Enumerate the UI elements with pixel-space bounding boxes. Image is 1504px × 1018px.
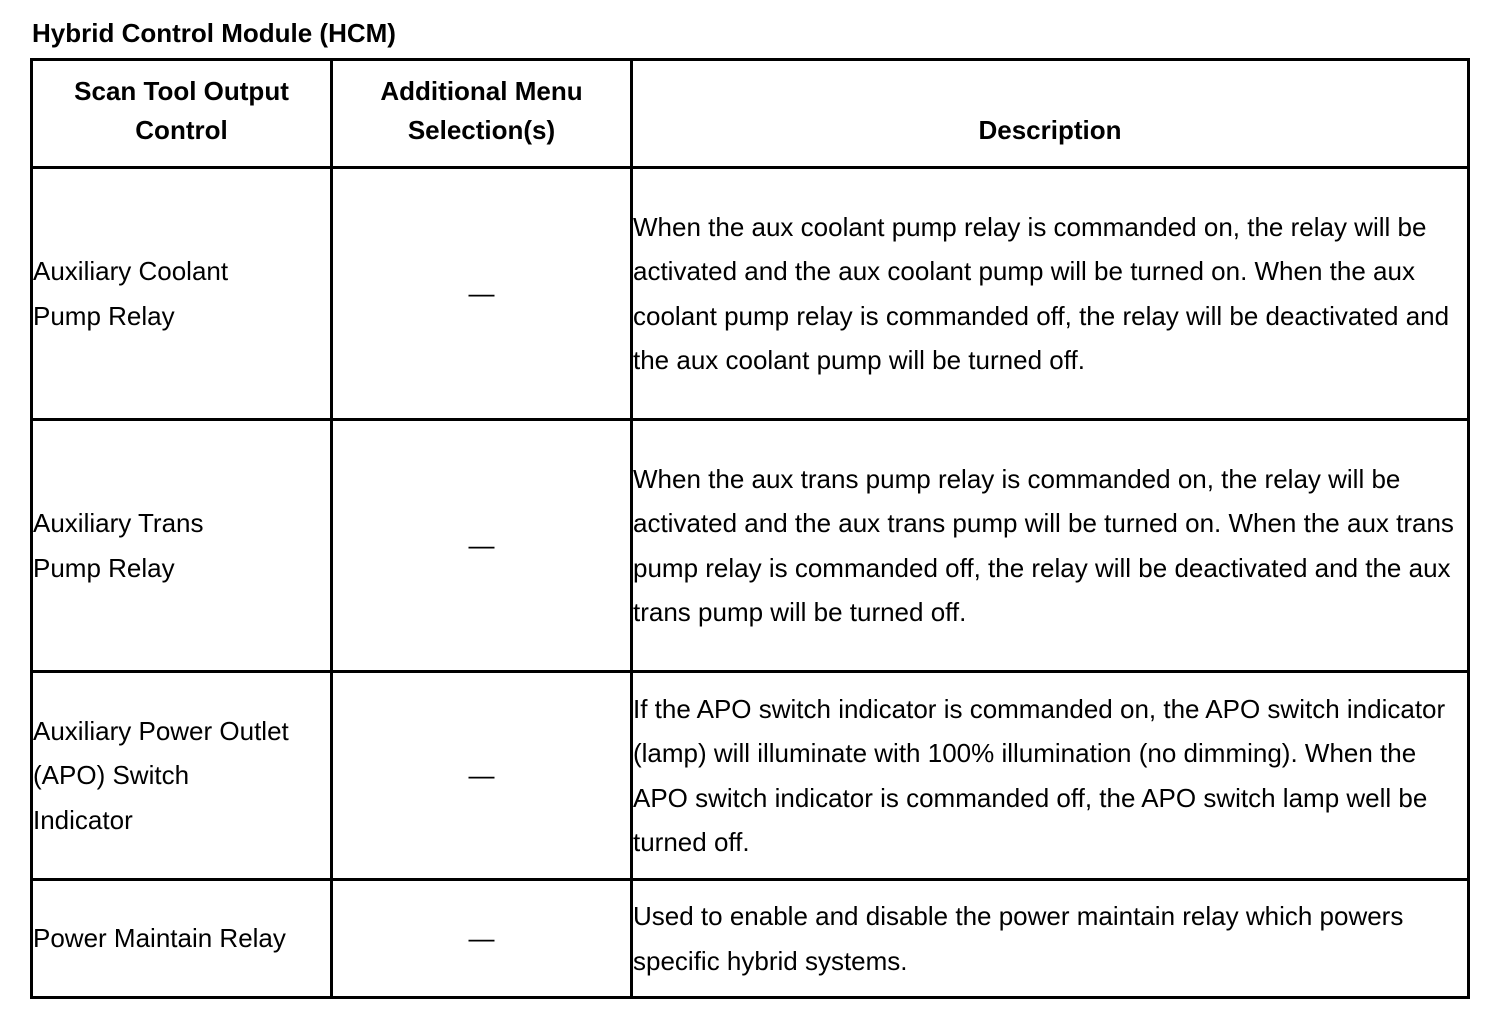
output-control-table [30,58,1470,999]
description-cell: If the APO switch indicator is commanded on, the APO switch indicator (lamp) will illuminate with 100% illumination (no dimming). When the APO switch indicator is commanded off, the APO switch lamp well be turned off. [632,672,1469,880]
control-cell: Power Maintain Relay [32,880,332,998]
menu-cell: — [332,880,632,998]
control-cell: Auxiliary Trans Pump Relay [32,420,332,672]
page-title: Hybrid Control Module (HCM) [32,18,396,48]
header-additional-menu-selections: Additional Menu Selection(s) [332,60,632,168]
table-row [32,420,1469,672]
table-row [32,880,1469,998]
control-cell: Auxiliary Coolant Pump Relay [32,168,332,420]
description-cell: When the aux coolant pump relay is commanded on, the relay will be activated and the aux coolant pump will be turned on. When the aux coolant pump relay is commanded off, the relay will be deactivated and the aux coolant pump will be turned off. [632,168,1469,420]
menu-cell: — [332,672,632,880]
menu-cell: — [332,420,632,672]
description-cell: Used to enable and disable the power maintain relay which powers specific hybrid systems. [632,880,1469,998]
control-cell: Auxiliary Power Outlet (APO) Switch Indicator [32,672,332,880]
description-cell: When the aux trans pump relay is commanded on, the relay will be activated and the aux trans pump will be turned on. When the aux trans pump relay is commanded off, the relay will be deactivated and the aux trans pump will be turned off. [632,420,1469,672]
menu-cell: — [332,168,632,420]
table-row [32,672,1469,880]
header-scan-tool-output-control: Scan Tool Output Control [32,60,332,168]
table-header-row [32,60,1469,168]
header-description: Description [632,60,1469,168]
table-row [32,168,1469,420]
